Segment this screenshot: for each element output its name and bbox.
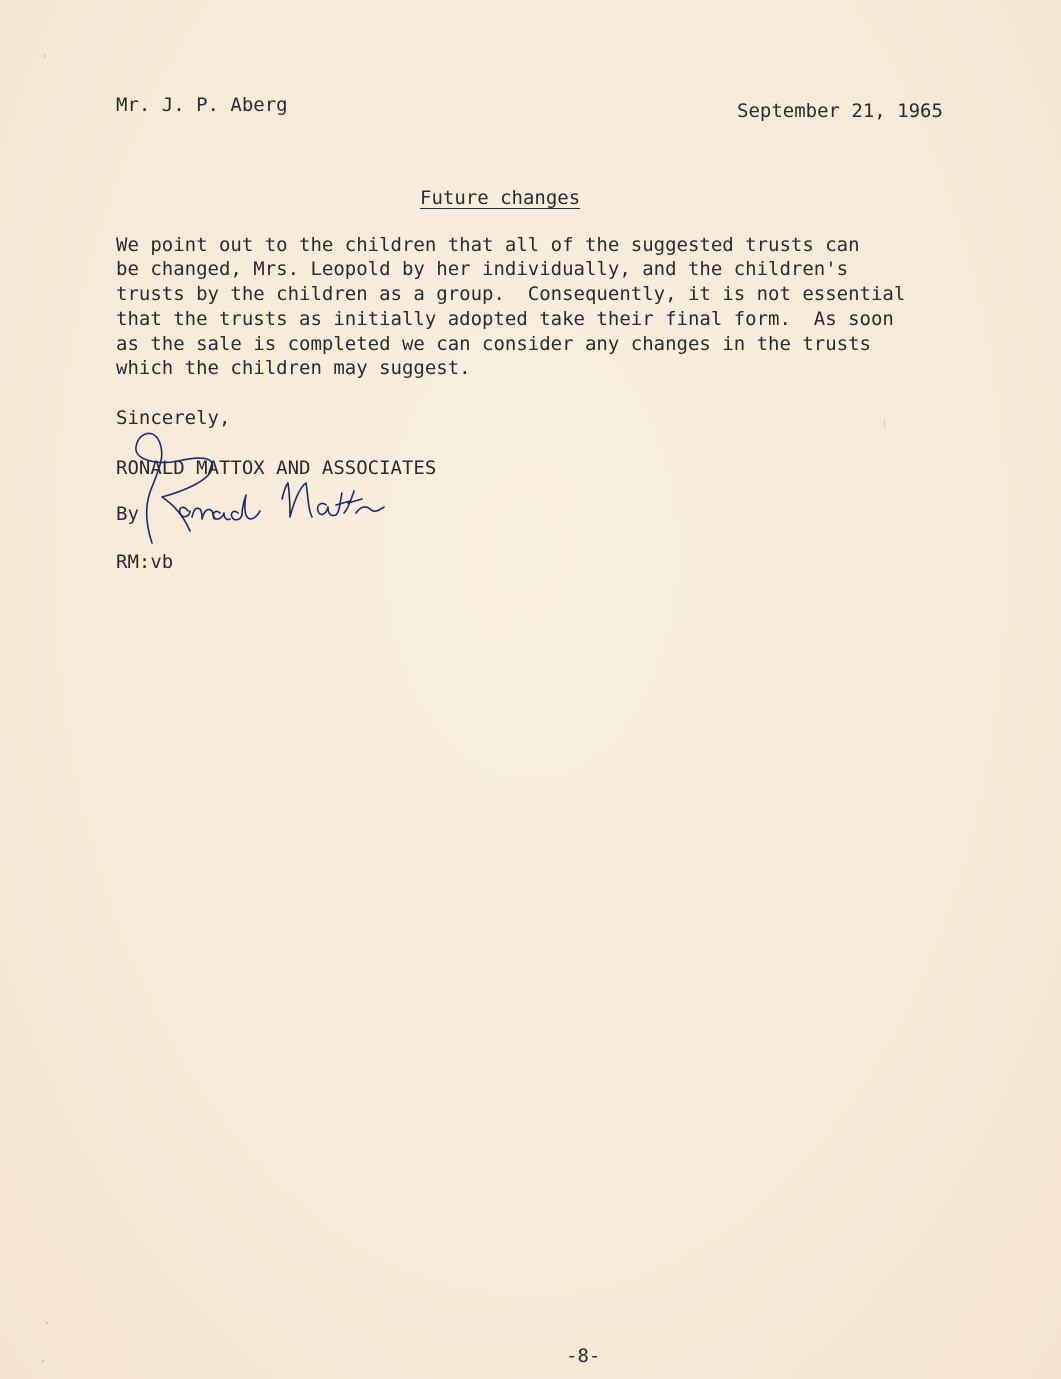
paper-speck (42, 1360, 44, 1362)
closing-salutation: Sincerely, (116, 407, 231, 429)
letter-date: September 21, 1965 (737, 100, 943, 122)
recipient-name: Mr. J. P. Aberg (116, 94, 288, 116)
body-line: as the sale is completed we can consider any changes in the trusts (116, 333, 871, 355)
paper-speck (44, 55, 46, 57)
section-heading: Future changes (420, 187, 581, 209)
body-line: trusts by the children as a group. Consequently, it is not essential (116, 283, 906, 305)
page-number: -8- (566, 1345, 601, 1367)
by-label: By (116, 503, 139, 525)
typist-initials: RM:vb (116, 551, 174, 573)
paper-speck (46, 1322, 48, 1324)
body-line: that the trusts as initially adopted take their final form. As soon (116, 308, 894, 330)
paper-speck (884, 418, 885, 428)
handwritten-signature (130, 425, 420, 555)
body-line: which the children may suggest. (116, 357, 471, 379)
body-line: We point out to the children that all of the suggested trusts can (116, 234, 860, 256)
body-line: be changed, Mrs. Leopold by her individually, and the children's (116, 258, 849, 280)
company-name: RONALD MATTOX AND ASSOCIATES (116, 457, 437, 479)
